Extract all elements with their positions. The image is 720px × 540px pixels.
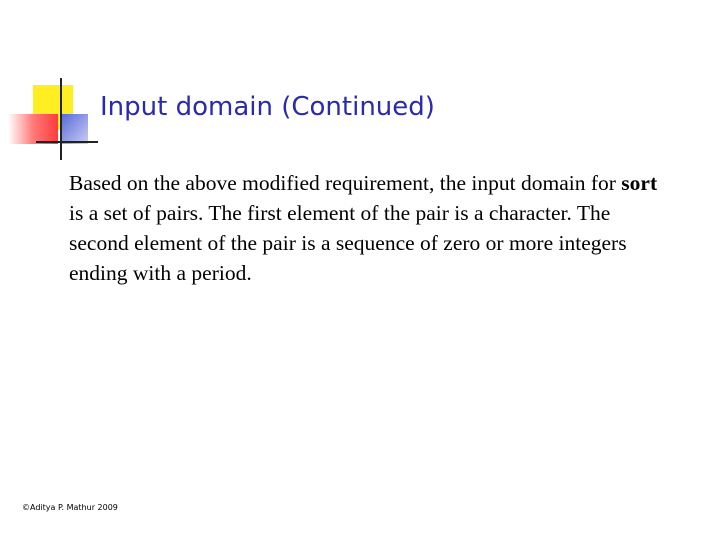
slide-title: Input domain (Continued) <box>100 92 435 122</box>
deco-vertical-line <box>60 78 62 160</box>
deco-horizontal-line <box>36 141 98 143</box>
slide-body-text <box>69 168 669 288</box>
decorative-corner-graphic <box>0 0 100 170</box>
copyright-footer: ©Aditya P. Mathur 2009 <box>22 503 118 512</box>
body-text-part2: is a set of pairs. The first element of the pair is a character. The second element of the pair is a sequence of zero or more integers ending with a period. <box>69 201 627 285</box>
body-text-part1: Based on the above modified requirement, the input domain for <box>69 171 622 195</box>
deco-blue-square <box>62 114 88 144</box>
deco-red-bar <box>8 114 58 144</box>
body-text-keyword-sort: sort <box>621 171 658 195</box>
